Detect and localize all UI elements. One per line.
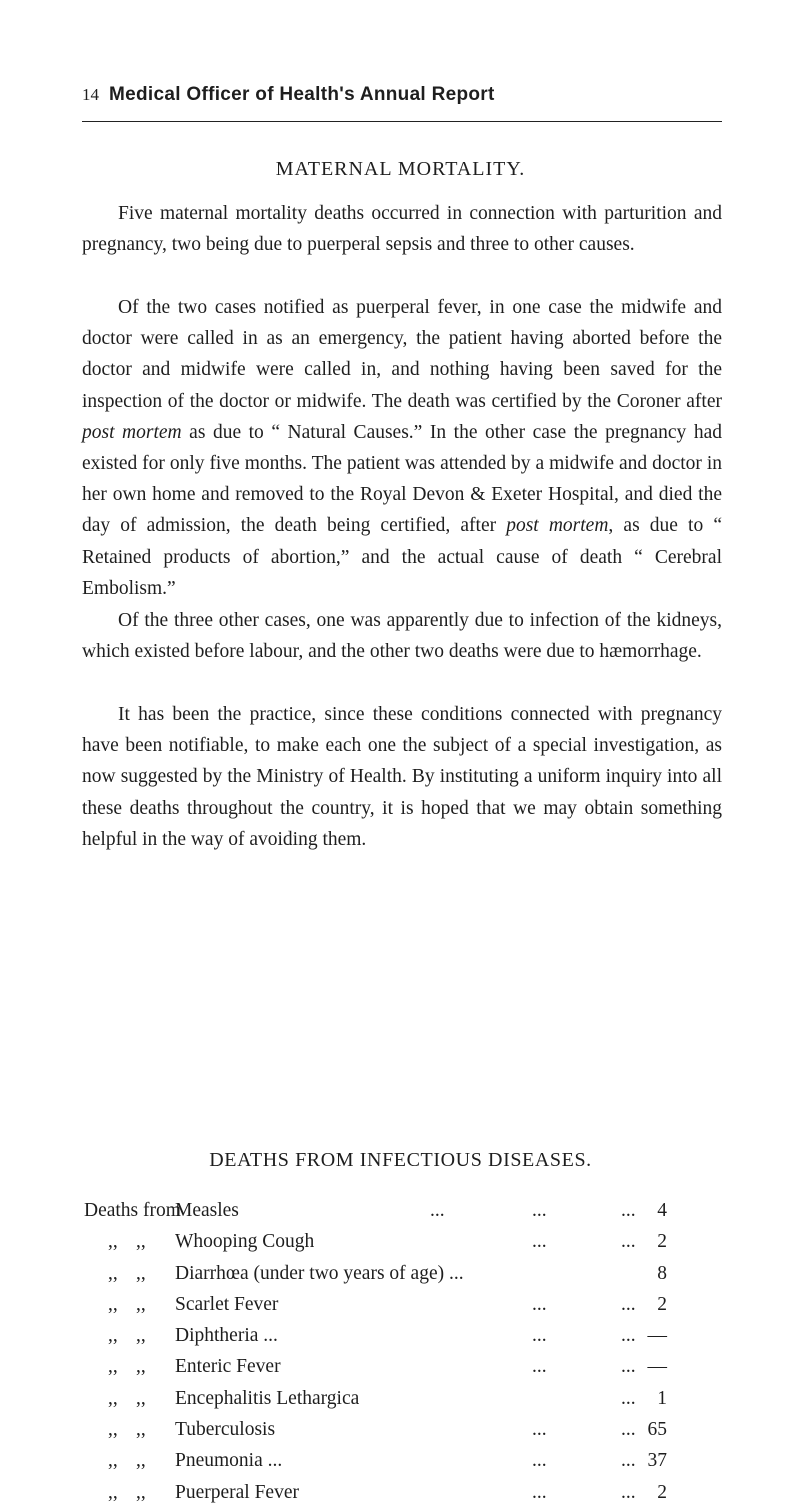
leader-dots: ... (532, 1356, 547, 1378)
table-row (84, 1445, 724, 1476)
leader-dots: ... (532, 1200, 547, 1221)
leader-dots: ... (621, 1325, 636, 1347)
ditto-mark: ,, (136, 1356, 146, 1378)
leader-dots: ... (430, 1200, 445, 1221)
disease-name: Pneumonia ... (175, 1450, 283, 1472)
disease-name: Tuberculosis (175, 1419, 276, 1441)
table-row (84, 1320, 724, 1351)
maternal-paragraph-1: Five maternal mortality deaths occurred in connection with parturition and pregnancy, two being due to puerperal sepsis and three to other causes. (82, 203, 722, 256)
ditto-mark: ,, (108, 1231, 118, 1253)
death-count: 4 (657, 1200, 667, 1221)
ditto-mark: ,, (136, 1231, 146, 1253)
death-count: — (647, 1325, 667, 1347)
ditto-mark: ,, (136, 1481, 146, 1503)
leader-dots: ... (621, 1200, 636, 1221)
death-count: 2 (657, 1231, 667, 1253)
ditto-mark: ,, (108, 1450, 118, 1472)
row-lead-text: Deaths from (84, 1200, 181, 1221)
ditto-mark: ,, (108, 1419, 118, 1441)
ditto-mark: ,, (108, 1262, 118, 1284)
leader-dots: ... (532, 1231, 547, 1253)
ditto-mark: ,, (108, 1387, 118, 1409)
ditto-mark: ,, (108, 1356, 118, 1378)
leader-dots: ... (532, 1419, 547, 1441)
ditto-mark: ,, (108, 1481, 118, 1503)
table-row (84, 1383, 724, 1414)
disease-name: Measles (175, 1200, 239, 1221)
disease-name: Diphtheria ... (175, 1325, 278, 1347)
running-title: Medical Officer of Health's Annual Report (109, 84, 495, 105)
disease-name: Diarrhœa (under two years of age) ... (175, 1262, 464, 1284)
maternal-paragraph-3: Of the three other cases, one was apparently due to infection of the kidneys, which existed before labour, and the other two deaths were due to hæmorrhage. (82, 610, 722, 663)
infectious-deaths-table (84, 1195, 724, 1508)
disease-name: Enteric Fever (175, 1356, 281, 1378)
table-row (84, 1414, 724, 1445)
death-count: 2 (657, 1293, 667, 1315)
leader-dots: ... (621, 1387, 636, 1409)
disease-name: Whooping Cough (175, 1231, 315, 1253)
leader-dots: ... (532, 1481, 547, 1503)
ditto-mark: ,, (136, 1262, 146, 1284)
ditto-mark: ,, (136, 1325, 146, 1347)
table-row (84, 1477, 724, 1508)
death-count: 1 (657, 1387, 667, 1409)
table-row (84, 1351, 724, 1382)
ditto-mark: ,, (136, 1387, 146, 1409)
leader-dots: ... (621, 1419, 636, 1441)
death-count: — (647, 1356, 667, 1378)
table-row (84, 1226, 724, 1257)
leader-dots: ... (621, 1481, 636, 1503)
leader-dots: ... (532, 1325, 547, 1347)
death-count: 8 (657, 1262, 667, 1284)
ditto-mark: ,, (136, 1419, 146, 1441)
death-count: 37 (647, 1450, 667, 1472)
table-row (84, 1289, 724, 1320)
table-row (84, 1258, 724, 1289)
leader-dots: ... (532, 1450, 547, 1472)
leader-dots: ... (532, 1293, 547, 1315)
disease-name: Encephalitis Lethargica (175, 1387, 360, 1409)
ditto-mark: ,, (108, 1325, 118, 1347)
table-row (84, 1195, 724, 1226)
maternal-paragraph-2: Of the two cases notified as puerperal fever, in one case the midwife and doctor were called in as an emergency, the patient having aborted before the doctor and midwife were called in, and nothing having been saved for the inspection of the doctor or midwife. The death was certified by the Coroner after post mortem as due to “ Natural Causes.” In the other case the pregnancy had existed for only five months. The patient was attended by a midwife and doctor in her own home and removed to the Royal Devon & Exeter Hospital, and died the day of admission, the death being certified, after post mortem, as due to “ Retained products of abortion,” and the actual cause of death “ Cerebral Embolism.” (82, 297, 722, 599)
death-count: 2 (657, 1481, 667, 1503)
ditto-mark: ,, (136, 1293, 146, 1315)
death-count: 65 (647, 1419, 667, 1441)
infectious-diseases-heading: DEATHS FROM INFECTIOUS DISEASES. (209, 1149, 592, 1171)
maternal-paragraph-4: It has been the practice, since these conditions connected with pregnancy have been notifiable, to make each one the subject of a special investigation, as now suggested by the Ministry of Health. By instituting a uniform inquiry into all these deaths throughout the country, it is hoped that we may obtain something helpful in the way of avoiding them. (82, 704, 722, 850)
page-number: 14 (82, 85, 99, 104)
leader-dots: ... (621, 1293, 636, 1315)
running-header (82, 84, 722, 106)
ditto-mark: ,, (108, 1293, 118, 1315)
disease-name: Scarlet Fever (175, 1293, 279, 1315)
header-rule (82, 121, 722, 122)
ditto-mark: ,, (136, 1450, 146, 1472)
leader-dots: ... (621, 1450, 636, 1472)
leader-dots: ... (621, 1356, 636, 1378)
leader-dots: ... (621, 1231, 636, 1253)
disease-name: Puerperal Fever (175, 1481, 299, 1503)
maternal-mortality-heading: MATERNAL MORTALITY. (275, 158, 526, 180)
